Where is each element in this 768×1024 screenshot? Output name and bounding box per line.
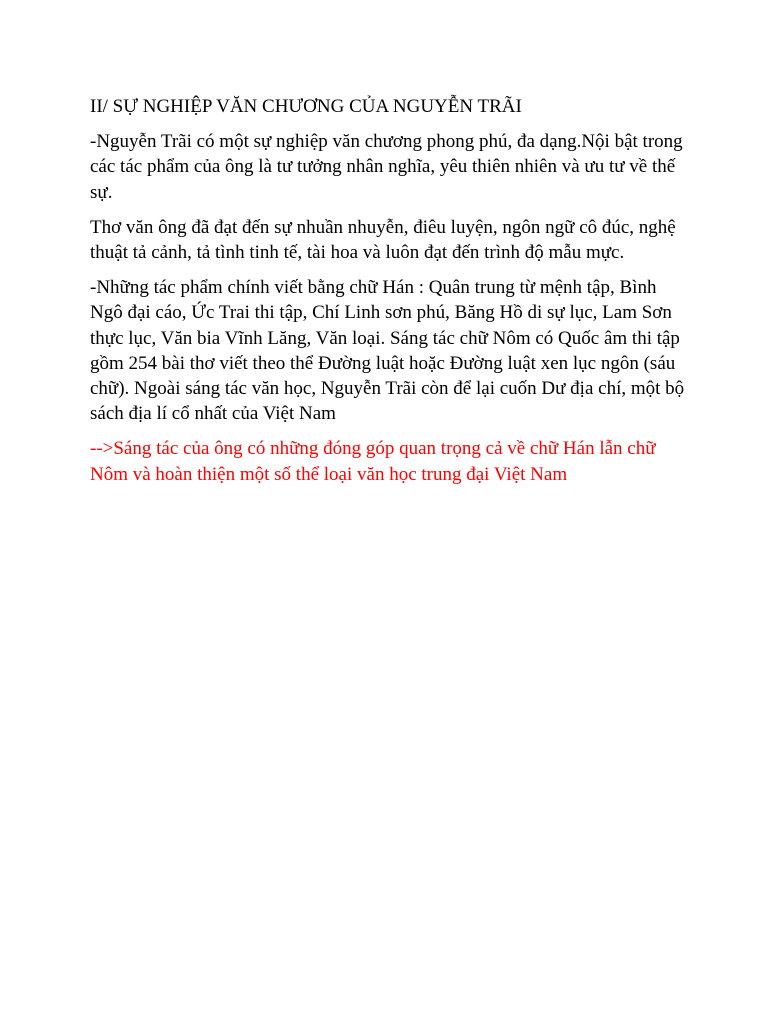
document-content [90,94,690,497]
paragraph-works: -Những tác phẩm chính viết bằng chữ Hán : Quân trung từ mệnh tập, Bình Ngô đại cáo, Ức Trai thi tập, Chí Linh sơn phú, Băng Hồ di sự lục, Lam Sơn thực lục, Văn bia Vĩnh Lăng, Văn loại. Sáng tác chữ Nôm có Quốc âm thi tập gồm 254 bài thơ viết theo thể Đường luật hoặc Đường luật xen lục ngôn (sáu chữ). Ngoài sáng tác văn học, Nguyễn Trãi còn để lại cuốn Dư địa chí, một bộ sách địa lí cổ nhất của Việt Nam [90,277,685,425]
conclusion-note: -->Sáng tác của ông có những đóng góp quan trọng cả về chữ Hán lẫn chữ Nôm và hoàn thiện một số thể loại văn học trung đại Việt Nam [90,438,656,485]
section-heading: II/ SỰ NGHIỆP VĂN CHƯƠNG CỦA NGUYỄN TRÃI [90,96,522,117]
paragraph-overview: -Nguyễn Trãi có một sự nghiệp văn chương phong phú, đa dạng.Nội bật trong các tác phẩm của ông là tư tưởng nhân nghĩa, yêu thiên nhiên và ưu tư về thế sự. [90,131,683,203]
paragraph-artistry: Thơ văn ông đã đạt đến sự nhuần nhuyễn, điêu luyện, ngôn ngữ cô đúc, nghệ thuật tả cảnh, tả tình tinh tế, tài hoa và luôn đạt đến trình độ mẫu mực. [90,216,676,264]
